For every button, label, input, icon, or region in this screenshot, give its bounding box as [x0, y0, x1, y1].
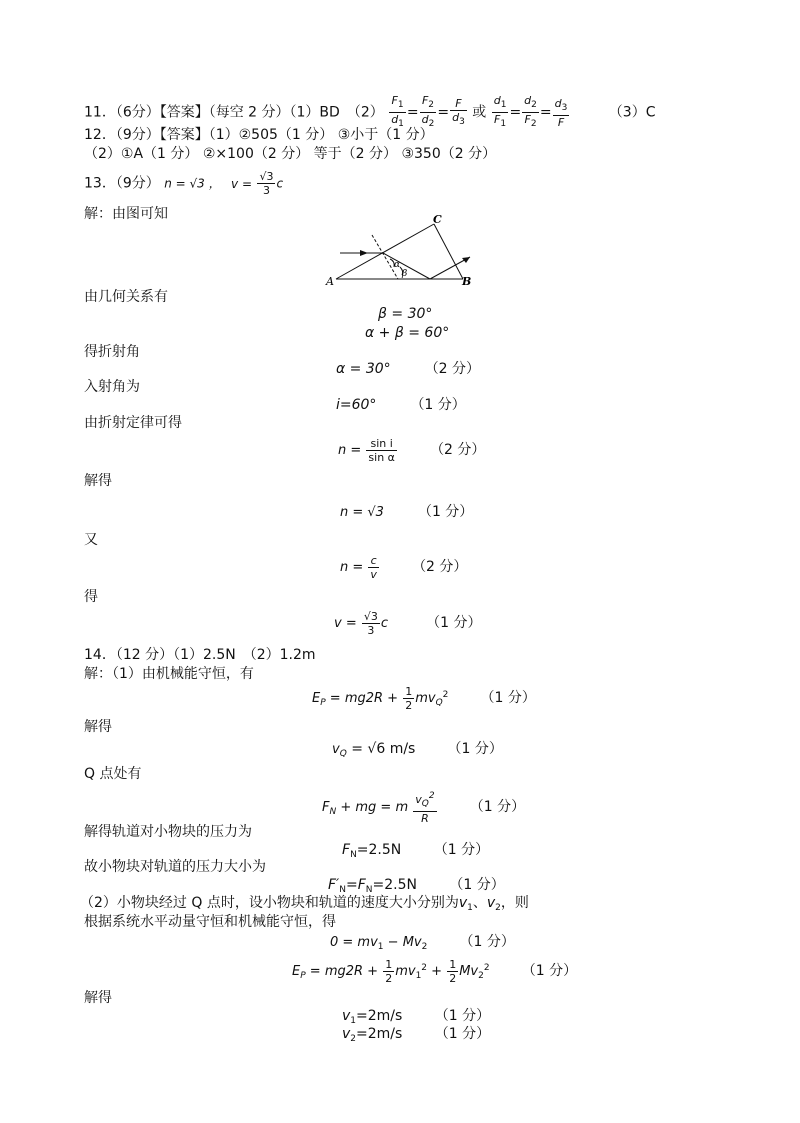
q14-jiede1: 解得 [84, 719, 112, 735]
q11-or: 或 [472, 104, 487, 121]
q14-v2-result: $v_2=2m/s$ （1 分） [342, 1026, 491, 1044]
q14-p2a: （2）小物块经过 Q 点时，设小物块和轨道的速度大小分别为$v_1$、$v_2$，则 [80, 895, 529, 913]
q13-i-line: i=60° （1 分） [336, 397, 466, 413]
q14-momentum-eq: $0 = mv_1 - Mv_2$ （1 分） [330, 934, 515, 952]
q13-sum-eq: α + β = 60° [365, 325, 450, 341]
prism-diagram [320, 215, 490, 290]
q13-law-eq: n = $\frac{\text{sin i}}{\text{sin α}}$ （2 分） [338, 437, 486, 464]
q14-gu: 故小物块对轨道的压力大小为 [84, 859, 266, 875]
q11-frac-g3: $\frac{d_3}{F}$ [554, 96, 568, 129]
label-c: C [433, 215, 442, 226]
q14-force-eq: $F_N$ + mg = m $\frac{v_Q^2}{R}$ （1 分） [322, 791, 526, 825]
q12-line2: （2）①A（1 分） ②×100（2 分） 等于（2 分） ③350（2 分） [84, 146, 497, 162]
q13-ans-v-frac: $\frac{√3}{3}$ [259, 170, 274, 197]
q11-frac-g1: $\frac{d_1}{F_1}$ [493, 94, 507, 129]
label-b: B [462, 275, 472, 288]
q13-ans-n: n = √3 ， [164, 176, 221, 191]
q13-n-result: n = √3 （1 分） [340, 504, 474, 520]
q14-v1-result: $v_1=2m/s$ （1 分） [342, 1008, 491, 1026]
q13-rushe: 入射角为 [84, 379, 140, 395]
label-beta: β [402, 269, 408, 279]
q14-jiede3: 解得 [84, 990, 112, 1006]
q14-fn-result: $F_N=2.5N$ （1 分） [342, 842, 490, 860]
q13-ncv-eq: n = $\frac{c}{v}$ （2 分） [340, 554, 468, 581]
q14-vq-eq: $v_Q = √6$ m/s （1 分） [332, 741, 503, 759]
q13-jie: 解：由图可知 [84, 206, 168, 222]
q14-jiede2: 解得轨道对小物块的压力为 [84, 824, 252, 840]
incident-arrow-icon [360, 250, 368, 256]
q13-v-eq: v = $\frac{√3}{3}$ c （1 分） [334, 610, 482, 637]
prism-right-edge [434, 224, 463, 279]
q14-energy2-eq: $E_P = mg2R$ + $\frac{1}{2}$ $mv_1^2$ + $\frac{1}{2}$ $Mv_2^2$ （1 分） [292, 958, 578, 985]
q13-de: 得 [84, 589, 98, 605]
q13-geo: 由几何关系有 [84, 289, 168, 305]
q11-frac-f3: $\frac{F}{d_3}$ [452, 96, 465, 127]
q13-head-line: 13．（9分） n = √3 ， v = $\frac{√3}{3}$ c [84, 170, 284, 197]
q11-frac-g2: $\frac{d_2}{F_2}$ [524, 94, 537, 129]
q14-fnp-result: $F'_N=F_N=2.5N$ （1 分） [328, 877, 505, 895]
q13-beta-eq: β = 30° [378, 306, 433, 322]
q13-jiede: 解得 [84, 473, 112, 489]
q11-line: 11．（6分）【答案】（每空 2 分）（1）BD （2） $\frac{F_1}{d_1}$ = $\frac{F_2}{d_2}$ = $\frac{F}{d_3}$ 或 $\frac{d_1}{F_1}$ = $\frac{d_2}{F_2}$ = $\frac{d_3}{F}$ （3）C [84, 94, 656, 129]
q13-law: 由折射定律可得 [84, 415, 182, 431]
emergent-arrow-icon [462, 257, 470, 263]
q11-part3: （3）C [608, 104, 656, 121]
q14-jie1: 解：（1）由机械能守恒，有 [84, 666, 254, 682]
q11-head: 11．（6分）【答案】（每空 2 分）（1）BD （2） [84, 104, 384, 121]
q12-line1: 12．（9分）【答案】（1）②505（1 分） ③小于（1 分） [84, 127, 434, 143]
q11-frac-f1: $\frac{F_1}{d_1}$ [391, 94, 404, 129]
q11-frac-f2: $\frac{F_2}{d_2}$ [421, 94, 435, 129]
label-a: A [326, 275, 334, 288]
q13-alpha-line: α = 30° （2 分） [336, 361, 481, 377]
q14-qpoint: Q 点处有 [84, 766, 142, 782]
q14-p2b: 根据系统水平动量守恒和机械能守恒，得 [84, 914, 336, 930]
label-alpha: α [394, 260, 401, 270]
q13-zheshe: 得折射角 [84, 344, 140, 360]
q13-you: 又 [84, 532, 98, 548]
prism-left-edge [336, 224, 434, 279]
q14-head: 14．（12 分）（1）2.5N （2）1.2m [84, 647, 316, 663]
q14-energy-eq: $E_P = mg2R$ + $\frac{1}{2}$ $mv_Q^2$ （1 分） [312, 685, 536, 712]
